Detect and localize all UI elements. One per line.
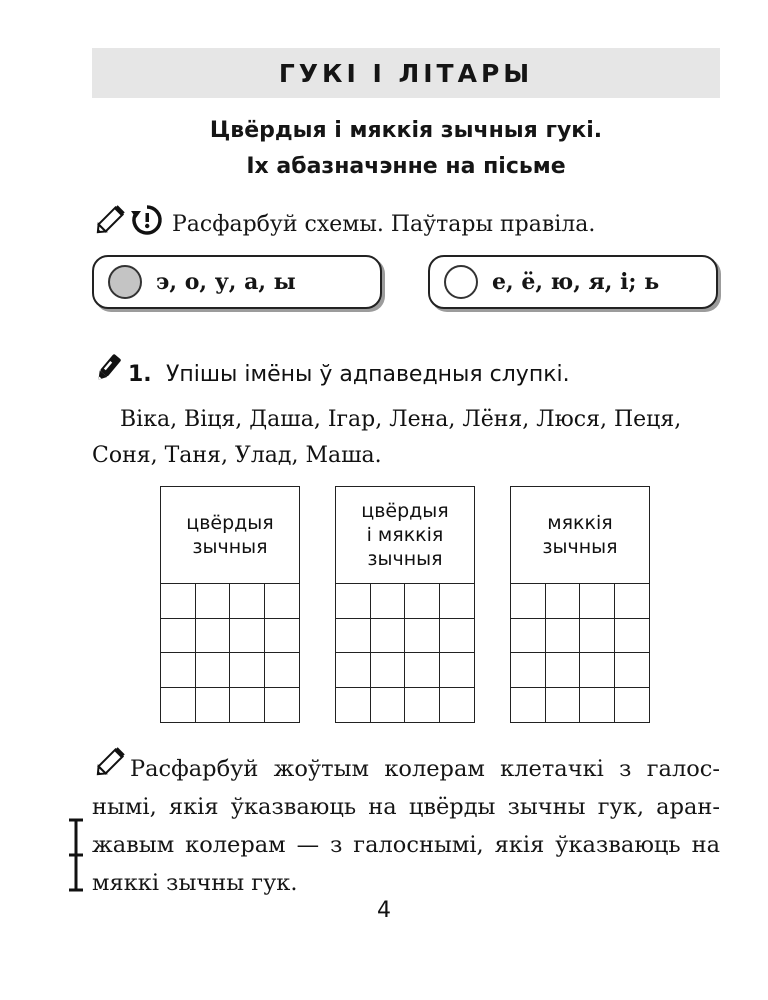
grid-cell[interactable] (196, 653, 231, 688)
grid-cell[interactable] (196, 584, 231, 619)
repeat-icon (130, 203, 164, 237)
pen-icon (92, 346, 128, 386)
grid-cell[interactable] (440, 619, 475, 654)
writing-grid (161, 584, 299, 722)
grid-cell[interactable] (161, 688, 196, 723)
instruction-line: мяккі зычны гук. (92, 870, 298, 896)
table-header-line: зычныя (192, 536, 268, 558)
grid-cell[interactable] (511, 688, 546, 723)
grid-cell[interactable] (371, 619, 406, 654)
grid-cell[interactable] (405, 688, 440, 723)
table-header-line: і мяккія (366, 524, 444, 546)
grid-cell[interactable] (336, 619, 371, 654)
grid-cell[interactable] (336, 653, 371, 688)
grid-cell[interactable] (371, 584, 406, 619)
writing-grid (511, 584, 649, 722)
table-header-line: зычныя (542, 536, 618, 558)
grid-cell[interactable] (196, 688, 231, 723)
table-header-line: мяккія (547, 512, 613, 534)
vowel-scheme-hard[interactable] (92, 255, 382, 309)
table-header (161, 487, 299, 584)
grid-cell[interactable] (580, 688, 615, 723)
lesson-title-line1: Цвёрдыя і мяккія зычныя гукі. (209, 118, 603, 143)
grid-cell[interactable] (615, 653, 650, 688)
table-hard-soft-consonants (335, 486, 475, 723)
instruction-line: Расфарбуй жоўтым колерам клетачкі з галос- (130, 756, 720, 782)
grid-cell[interactable] (405, 619, 440, 654)
table-header-line: зычныя (367, 548, 443, 570)
grid-cell[interactable] (615, 619, 650, 654)
section-header (92, 48, 720, 98)
instruction-line: нымі, якія ўказваюць на цвёрды зычны гук, аран- (92, 794, 720, 820)
grid-cell[interactable] (265, 688, 300, 723)
table-header-line: цвёрдыя (361, 500, 449, 522)
grid-cell[interactable] (580, 584, 615, 619)
section-title: ГУКІ І ЛІТАРЫ (278, 58, 534, 88)
vowel-scheme-soft[interactable] (428, 255, 718, 309)
names-line: Соня, Таня, Улад, Маша. (92, 443, 382, 468)
grid-cell[interactable] (546, 653, 581, 688)
grid-cell[interactable] (615, 688, 650, 723)
lesson-title-line2: Іх абазначэнне на пісьме (246, 154, 566, 179)
grid-cell[interactable] (511, 619, 546, 654)
grid-cell[interactable] (405, 584, 440, 619)
writing-grid (336, 584, 474, 722)
grid-cell[interactable] (371, 653, 406, 688)
table-header (336, 487, 474, 584)
table-header (511, 487, 649, 584)
grid-cell[interactable] (161, 619, 196, 654)
difficulty-marker-icon (66, 818, 86, 892)
grid-cell[interactable] (230, 688, 265, 723)
grid-cell[interactable] (230, 619, 265, 654)
grid-cell[interactable] (371, 688, 406, 723)
grid-cell[interactable] (511, 653, 546, 688)
grid-cell[interactable] (265, 653, 300, 688)
grid-cell[interactable] (230, 653, 265, 688)
scheme-letters: е, ё, ю, я, і; ь (492, 269, 660, 295)
grid-cell[interactable] (440, 584, 475, 619)
instruction-text: Расфарбуй схемы. Паўтары правіла. (172, 212, 596, 237)
scheme-letters: э, о, у, а, ы (156, 269, 296, 295)
page-number: 4 (377, 898, 391, 923)
grid-cell[interactable] (580, 653, 615, 688)
grid-cell[interactable] (265, 619, 300, 654)
grid-cell[interactable] (405, 653, 440, 688)
grid-cell[interactable] (615, 584, 650, 619)
grid-cell[interactable] (336, 688, 371, 723)
grid-cell[interactable] (546, 688, 581, 723)
table-header-line: цвёрдыя (186, 512, 274, 534)
grid-cell[interactable] (336, 584, 371, 619)
pencil-icon (92, 198, 132, 238)
task-number: 1. (128, 362, 152, 387)
names-line: Віка, Віця, Даша, Ігар, Лена, Лёня, Люся, Пеця, (120, 407, 682, 432)
instruction-line: жавым колерам — з галоснымі, якія ўказваюць на (92, 832, 720, 858)
grid-cell[interactable] (546, 619, 581, 654)
grid-cell[interactable] (196, 619, 231, 654)
coloring-instruction (92, 750, 720, 902)
grid-cell[interactable] (161, 653, 196, 688)
grid-cell[interactable] (546, 584, 581, 619)
grid-cell[interactable] (440, 688, 475, 723)
grid-cell[interactable] (511, 584, 546, 619)
scheme-circle[interactable] (108, 265, 142, 299)
grid-cell[interactable] (580, 619, 615, 654)
task-text: Упішы імёны ў адпаведныя слупкі. (166, 362, 570, 387)
table-hard-consonants (160, 486, 300, 723)
grid-cell[interactable] (161, 584, 196, 619)
grid-cell[interactable] (265, 584, 300, 619)
table-soft-consonants (510, 486, 650, 723)
grid-cell[interactable] (440, 653, 475, 688)
scheme-circle[interactable] (444, 265, 478, 299)
grid-cell[interactable] (230, 584, 265, 619)
